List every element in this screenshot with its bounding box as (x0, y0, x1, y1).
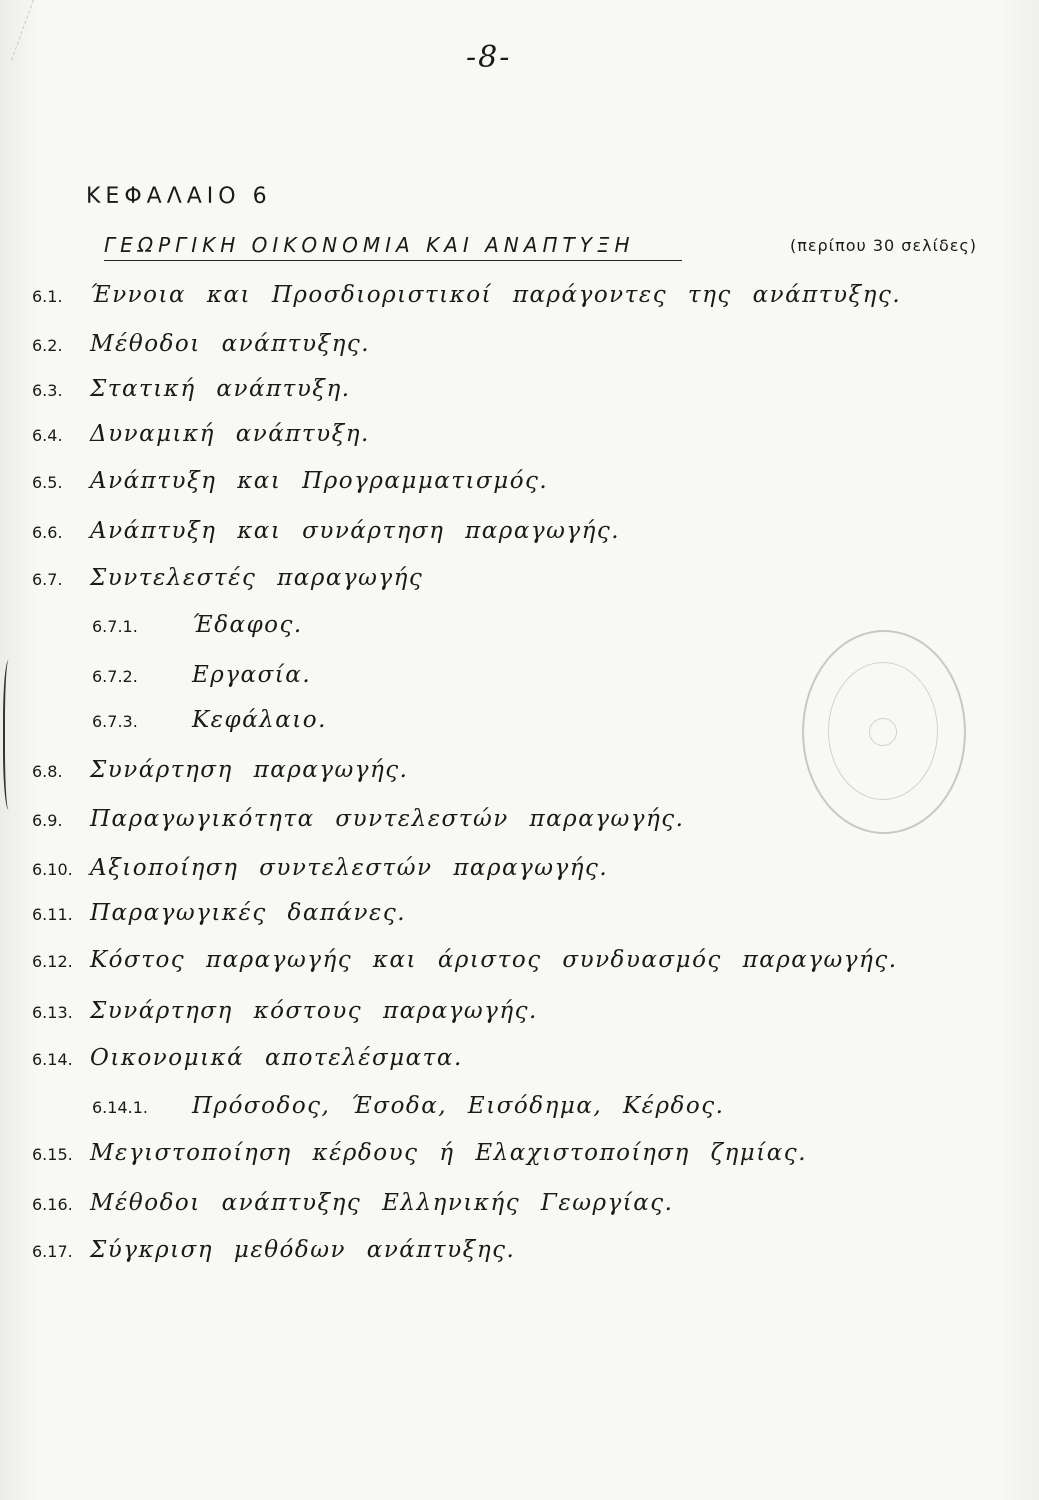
margin-pen-mark (3, 660, 17, 810)
toc-item (32, 565, 423, 591)
toc-item (32, 1237, 515, 1263)
official-stamp (802, 630, 966, 834)
toc-item-text: Δυναμική ανάπτυξη. (90, 421, 370, 447)
toc-item (32, 806, 684, 832)
stamp-emblem-icon (869, 718, 897, 746)
toc-item-text: Εργασία. (192, 662, 312, 688)
toc-item (32, 757, 409, 783)
toc-item-number: 6.10. (32, 860, 73, 879)
toc-item-text: Στατική ανάπτυξη. (90, 376, 351, 402)
toc-item-text: Μέθοδοι ανάπτυξης Ελληνικής Γεωργίας. (90, 1190, 674, 1216)
toc-item (32, 1045, 463, 1071)
toc-item-text: Κόστος παραγωγής και άριστος συνδυασμός παραγωγής. (90, 947, 898, 973)
toc-item (32, 331, 370, 357)
toc-item-number: 6.13. (32, 1003, 73, 1022)
toc-item (32, 1190, 673, 1216)
toc-item-number: 6.14.1. (92, 1098, 148, 1117)
toc-item (32, 282, 901, 308)
toc-item-text: Ανάπτυξη και Προγραμματισμός. (90, 468, 549, 494)
toc-item-number: 6.5. (32, 473, 63, 492)
toc-item-text: Μεγιστοποίηση κέρδους ή Ελαχιστοποίηση ζημίας. (90, 1140, 807, 1166)
toc-item (32, 855, 608, 881)
toc-item-number: 6.7.2. (92, 667, 138, 686)
toc-item-number: 6.7.1. (92, 617, 138, 636)
toc-item-text: Συνάρτηση κόστους παραγωγής. (90, 998, 538, 1024)
toc-item-text: Παραγωγικότητα συντελεστών παραγωγής. (90, 806, 685, 832)
toc-item-text: Πρόσοδος, Έσοδα, Εισόδημα, Κέρδος. (192, 1093, 725, 1119)
toc-item (32, 421, 370, 447)
toc-item-text: Συνάρτηση παραγωγής. (90, 757, 409, 783)
page-number: -8- (466, 40, 512, 75)
toc-subitem (92, 662, 311, 688)
toc-item (32, 518, 620, 544)
toc-item-text: Έννοια και Προσδιοριστικοί παράγοντες της ανάπτυξης. (90, 282, 902, 308)
toc-item-text: Ανάπτυξη και συνάρτηση παραγωγής. (90, 518, 621, 544)
toc-item-number: 6.7.3. (92, 712, 138, 731)
toc-item-text: Οικονομικά αποτελέσματα. (90, 1045, 463, 1071)
toc-item-number: 6.9. (32, 811, 63, 830)
page-count-note: (περίπου 30 σελίδες) (790, 236, 978, 255)
toc-item (32, 998, 538, 1024)
toc-item-number: 6.16. (32, 1195, 73, 1214)
toc-subitem (92, 1093, 724, 1119)
toc-item (32, 1140, 807, 1166)
toc-item-number: 6.11. (32, 905, 73, 924)
toc-item-number: 6.12. (32, 952, 73, 971)
chapter-label: ΚΕΦΑΛΑΙΟ 6 (86, 184, 272, 209)
toc-item-text: Σύγκριση μεθόδων ανάπτυξης. (90, 1237, 516, 1263)
toc-item-text: Μέθοδοι ανάπτυξης. (90, 331, 371, 357)
toc-item-text: Έδαφος. (192, 612, 303, 638)
toc-item-text: Συντελεστές παραγωγής (90, 565, 424, 591)
toc-item-number: 6.3. (32, 381, 63, 400)
toc-subitem (92, 612, 303, 638)
toc-item-text: Κεφάλαιο. (192, 707, 327, 733)
toc-item-number: 6.8. (32, 762, 63, 781)
page-fold-mark (0, 0, 34, 60)
toc-item-number: 6.17. (32, 1242, 73, 1261)
toc-item-number: 6.7. (32, 570, 63, 589)
toc-item-text: Παραγωγικές δαπάνες. (90, 900, 407, 926)
toc-item-number: 6.2. (32, 336, 63, 355)
toc-subitem (92, 707, 327, 733)
toc-item-number: 6.6. (32, 523, 63, 542)
toc-item-text: Αξιοποίηση συντελεστών παραγωγής. (90, 855, 609, 881)
stamp-inner-ring (828, 662, 938, 800)
toc-item (32, 468, 548, 494)
toc-item-number: 6.15. (32, 1145, 73, 1164)
toc-item-number: 6.1. (32, 287, 63, 306)
toc-item (32, 900, 406, 926)
chapter-title: ΓΕΩΡΓΙΚΗ ΟΙΚΟΝΟΜΙΑ ΚΑΙ ΑΝΑΠΤΥΞΗ (104, 233, 682, 261)
toc-item (32, 947, 898, 973)
toc-item (32, 376, 351, 402)
toc-item-number: 6.14. (32, 1050, 73, 1069)
toc-item-number: 6.4. (32, 426, 63, 445)
